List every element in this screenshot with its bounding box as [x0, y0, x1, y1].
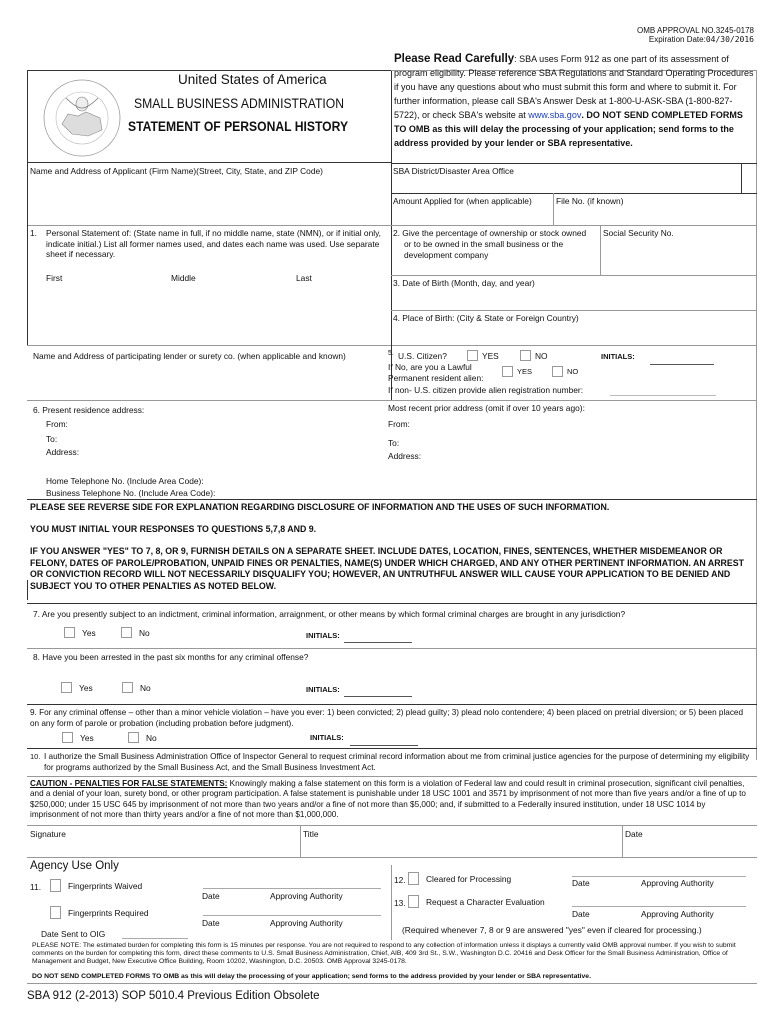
- q7-yes-checkbox[interactable]: [64, 627, 75, 638]
- expiration-label: Expiration Date:: [648, 35, 706, 44]
- agency-use-title: Agency Use Only: [30, 860, 119, 872]
- sba-seal-logo: [38, 78, 126, 158]
- q9-no-checkbox[interactable]: [128, 732, 139, 743]
- lender-label: Name and Address of participating lender or surety co. (when applicable and known): [33, 351, 346, 361]
- notice-body: : SBA uses Form 912 as one part of its assessment of program eligibility. Please reference SBA Regulations and Standard Operating Procedures if you have any questions about who must submit this form and where to submit it. For further information, please call SBA's Answer Desk at 1-800-U-ASK-SBA (1-800-827-5722), or check SBA's website at: [394, 54, 754, 120]
- q11-number: 11.: [30, 882, 42, 892]
- fingerprints-required-checkbox[interactable]: [50, 906, 61, 919]
- q8-no-checkbox[interactable]: [122, 682, 133, 693]
- character-evaluation-checkbox[interactable]: [408, 895, 419, 908]
- q1-number: 1.: [30, 228, 37, 238]
- district-label: SBA District/Disaster Area Office: [393, 166, 514, 176]
- prior-address-label: Most recent prior address (omit if over 10 years ago):: [388, 403, 585, 413]
- omb-approval: [618, 26, 754, 44]
- q5-resident-label: Permanent resident alien:: [388, 373, 484, 383]
- cleared-label: Cleared for Processing: [426, 874, 512, 884]
- q6-label: 6. Present residence address:: [33, 405, 145, 415]
- business-telephone-label: Business Telephone No. (Include Area Code):: [46, 488, 216, 498]
- caution-text: [30, 779, 754, 821]
- q3-label: 3. Date of Birth (Month, day, and year): [393, 278, 535, 288]
- fingerprints-waived-checkbox[interactable]: [50, 879, 61, 892]
- character-evaluation-label: Request a Character Evaluation: [426, 897, 545, 907]
- q2-label-cont: or to be owned in the small business or the development company: [404, 239, 564, 260]
- q8-yes-checkbox[interactable]: [61, 682, 72, 693]
- fingerprints-required-label: Fingerprints Required: [68, 908, 149, 918]
- burden-note: PLEASE NOTE: The estimated burden for completing this form is 15 minutes per response. You are not required to respond to any collection of information unless it displays a currently valid OMB approval number. If you wish to submit comments on the burden for completing this form, direct these comments to U.S. Small Business Administration, Chief, AIB, 409 3rd St., S.W., Washington D.C. 20416 and Desk Officer for the Small Business Administration, Office of Management and Budget, New Executive Office Building, Room 10202, Washington, D.C. 20503. OMB Approval 3245-0178.: [32, 942, 736, 965]
- q12-number: 12.: [394, 875, 406, 885]
- q10-number: 10.: [30, 752, 41, 761]
- q9-label: 9. For any criminal offense – other than a minor vehicle violation – have you ever: 1) been convicted; 2) plead guilty; 3) plead nolo contendere; 4) been placed on pretrial diversion; or 5) been placed on any form of parole or probation (including probation before judgment).: [30, 708, 744, 728]
- q8-initials-label: INITIALS:: [306, 685, 340, 694]
- q7-yes-label: Yes: [82, 628, 96, 638]
- character-required-note: (Required whenever 7, 8 or 9 are answered "yes" even if cleared for processing.): [402, 925, 702, 935]
- form-footer: SBA 912 (2-2013) SOP 5010.4 Previous Edition Obsolete: [27, 990, 320, 1002]
- caution-body: Knowingly making a false statement on this form is a violation of Federal law and could result in criminal prosecution, significant civil penalties, and a denial of your loan, surety bond, or other program participation. A false statement is punishable under 18 USC 1001 and 3571 by imprisonment of not more than five years and/or a fine of up to $250,000; under 15 USC 645 by imprisonment of not more than two years and/or a fine of not more than $5,000; and, if submitted to a Federally insured institution, under 18 USC 1014 by imprisonment of not more than thirty years and/or a fine of not more than $1,000,000.: [30, 779, 746, 820]
- q10-authorization: I authorize the Small Business Administration Office of Inspector General to request criminal record information about me from criminal justice agencies for the purpose of determining my eligibility for programs authorized by the Small Business Act, and the Small Business Investment Act.: [44, 752, 750, 772]
- character-date-label: Date: [572, 909, 590, 919]
- citizen-yes-label: YES: [482, 351, 499, 361]
- cleared-date-label: Date: [572, 878, 590, 888]
- notice-lead: Please Read Carefully: [394, 53, 515, 65]
- q9-yes-checkbox[interactable]: [62, 732, 73, 743]
- q7-initials-field[interactable]: [344, 642, 412, 643]
- q7-label: 7. Are you presently subject to an indictment, criminal information, arraignment, or other means by which formal criminal charges are brought in any jurisdiction?: [33, 609, 626, 619]
- notice-text: [394, 52, 754, 150]
- q8-initials-field[interactable]: [344, 696, 412, 697]
- form-title: STATEMENT OF PERSONAL HISTORY: [128, 119, 349, 134]
- citizen-yes-checkbox[interactable]: [467, 350, 478, 361]
- header-agency: SMALL BUSINESS ADMINISTRATION: [134, 96, 344, 111]
- present-from-label: From:: [46, 419, 68, 429]
- q5-label: U.S. Citizen?: [398, 351, 447, 361]
- q4-label: 4. Place of Birth: (City & State or Foreign Country): [393, 313, 579, 323]
- citizen-no-checkbox[interactable]: [520, 350, 531, 361]
- file-no-label: File No. (if known): [556, 196, 624, 206]
- q7-initials-label: INITIALS:: [306, 631, 340, 640]
- q5-lawful-label: If No, are you a Lawful: [388, 362, 472, 372]
- required-date-label: Date: [202, 918, 220, 928]
- q5-initials-field[interactable]: [650, 364, 714, 365]
- fingerprints-waived-label: Fingerprints Waived: [68, 881, 143, 891]
- present-address-label: Address:: [46, 447, 80, 457]
- cleared-authority-label: Approving Authority: [641, 878, 714, 888]
- q7-no-checkbox[interactable]: [121, 627, 132, 638]
- signature-label: Signature: [30, 829, 66, 839]
- present-to-label: To:: [46, 434, 58, 444]
- q5-initials-label: INITIALS:: [601, 352, 635, 361]
- applicant-label: Name and Address of Applicant (Firm Name)(Street, City, State, and ZIP Code): [30, 166, 323, 176]
- q9-initials-label: INITIALS:: [310, 733, 344, 742]
- cleared-checkbox[interactable]: [408, 872, 419, 885]
- ssn-label: Social Security No.: [603, 228, 674, 238]
- character-authority-label: Approving Authority: [641, 909, 714, 919]
- q9-yes-label: Yes: [80, 733, 94, 743]
- last-name-label: Last: [296, 273, 312, 283]
- do-not-send-note: DO NOT SEND COMPLETED FORMS TO OMB as this will delay the processing of your application; send forms to the address provided by your lender or SBA representative.: [32, 973, 591, 980]
- omb-number: OMB APPROVAL NO.3245-0178: [637, 26, 754, 35]
- q8-label: 8. Have you been arrested in the past six months for any criminal offense?: [33, 652, 309, 662]
- oig-date-label: Date Sent to OIG: [41, 929, 106, 939]
- q8-no-label: No: [140, 683, 151, 693]
- first-name-label: First: [46, 273, 63, 283]
- q8-yes-label: Yes: [79, 683, 93, 693]
- waived-authority-label: Approving Authority: [270, 891, 343, 901]
- initial-instruction: YOU MUST INITIAL YOUR RESPONSES TO QUESTIONS 5,7,8 AND 9.: [30, 524, 317, 534]
- q9-initials-field[interactable]: [350, 745, 418, 746]
- citizen-no-label: NO: [535, 351, 548, 361]
- yes-answer-instruction: IF YOU ANSWER "YES" TO 7, 8, OR 9, FURNISH DETAILS ON A SEPARATE SHEET. INCLUDE DATES, LOCATION, FINES, SENTENCES, WHETHER MISDEMEANOR OR FELONY, DATES OF PAROLE/PROBATION, UNPAID FINES OR PENALTIES, NAME(S) UNDER WHICH CHARGED, AND ANY OTHER PERTINENT INFORMATION. AN ARREST OR CONVICTION RECORD WILL NOT NECESSARILY DISQUALIFY YOU; HOWEVER, AN UNTRUTHFUL ANSWER WILL CAUSE YOUR APPLICATION TO BE DENIED AND SUBJECT YOU TO OTHER PENALTIES AS NOTED BELOW.: [30, 546, 745, 591]
- amount-label: Amount Applied for (when applicable): [393, 196, 532, 206]
- q13-number: 13.: [394, 898, 406, 908]
- waived-date-label: Date: [202, 891, 220, 901]
- resident-yes-label: YES: [517, 367, 533, 376]
- caution-lead: CAUTION - PENALTIES FOR FALSE STATEMENTS:: [30, 779, 228, 788]
- resident-no-checkbox[interactable]: [552, 366, 563, 377]
- q9-no-label: No: [146, 733, 157, 743]
- notice-bold: . DO NOT SEND COMPLETED FORMS TO OMB as this will delay the processing of your application; send forms to the address provided by your lender or SBA representative.: [394, 110, 743, 148]
- alien-number-field[interactable]: [610, 395, 716, 396]
- date-label: Date: [625, 829, 643, 839]
- sba-website-link[interactable]: www.sba.gov: [528, 110, 582, 120]
- resident-no-label: NO: [567, 367, 579, 376]
- q7-no-label: No: [139, 628, 150, 638]
- alien-number-label: If non- U.S. citizen provide alien registration number:: [388, 385, 584, 395]
- expiration-value: 04/30/2016: [705, 35, 754, 44]
- middle-name-label: Middle: [171, 273, 196, 283]
- header-country: United States of America: [178, 72, 327, 87]
- prior-address-field-label: Address:: [388, 451, 422, 461]
- q1-label: Personal Statement of: (State name in full, if no middle name, state (NMN), or if initial only, indicate initial.) List all former names used, and dates each name was used. Use separate sheet if necessary.: [46, 228, 381, 259]
- prior-to-label: To:: [388, 438, 400, 448]
- q5-number: 5.: [388, 350, 394, 357]
- disclosure-instruction: PLEASE SEE REVERSE SIDE FOR EXPLANATION REGARDING DISCLOSURE OF INFORMATION AND THE USES OF SUCH INFORMATION.: [30, 502, 610, 512]
- required-authority-label: Approving Authority: [270, 918, 343, 928]
- title-label: Title: [303, 829, 319, 839]
- home-telephone-label: Home Telephone No. (Include Area Code):: [46, 476, 204, 486]
- oig-date-field[interactable]: [122, 938, 188, 939]
- resident-yes-checkbox[interactable]: [502, 366, 513, 377]
- prior-from-label: From:: [388, 419, 410, 429]
- q2-label: 2. Give the percentage of ownership or stock owned: [393, 228, 587, 238]
